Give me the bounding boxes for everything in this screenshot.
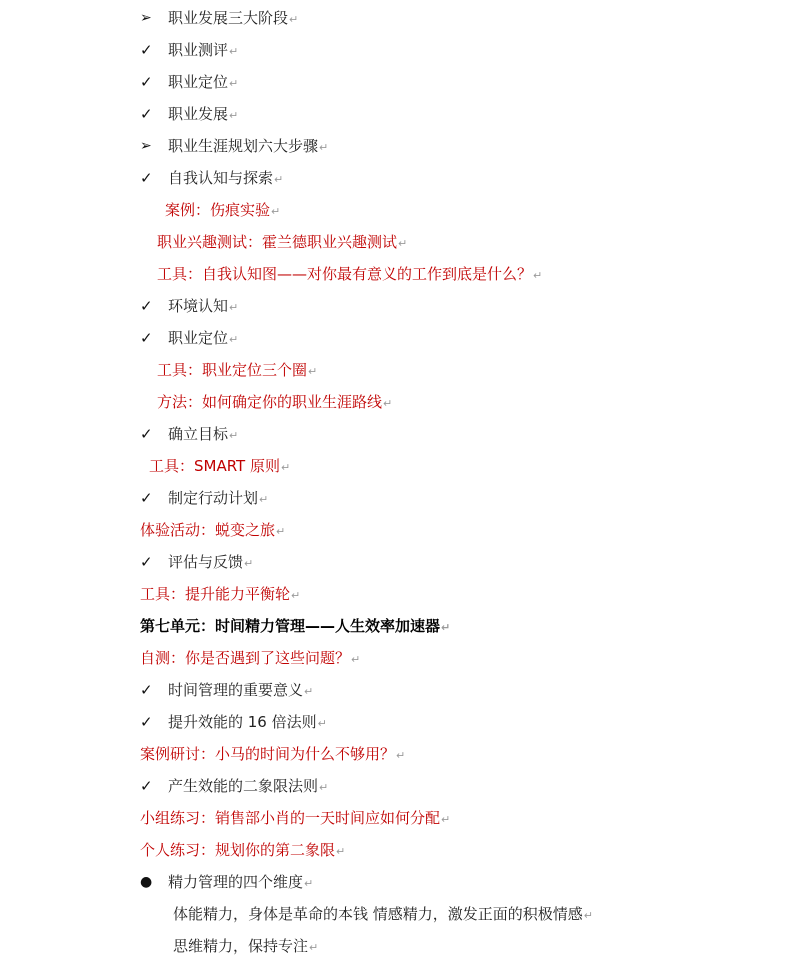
list-item-text [168, 674, 313, 708]
line-text: 评估与反馈 [168, 553, 244, 571]
paragraph-mark-icon: ↵ [271, 205, 281, 218]
list-item-text [168, 546, 253, 580]
highlight-text [140, 642, 360, 676]
paragraph-mark-icon: ↵ [319, 781, 329, 794]
paragraph-mark-icon: ↵ [336, 845, 346, 858]
document-line [0, 418, 785, 450]
section-heading [140, 610, 450, 644]
document-line [0, 130, 785, 162]
paragraph-mark-icon: ↵ [276, 525, 286, 538]
line-text: 制定行动计划 [168, 489, 259, 507]
list-item-text [168, 866, 313, 900]
checkmark-bullet-icon: ✓ [140, 41, 153, 59]
highlight-text [157, 386, 392, 420]
highlight-text [157, 226, 407, 260]
paragraph-mark-icon: ↵ [229, 109, 239, 122]
highlight-text [140, 514, 285, 548]
paragraph-mark-icon: ↵ [259, 493, 269, 506]
list-item-text [168, 98, 238, 132]
line-text: 体验活动：蜕变之旅 [140, 521, 276, 539]
paragraph-mark-icon: ↵ [533, 269, 543, 282]
paragraph-mark-icon: ↵ [229, 301, 239, 314]
line-text: 工具：自我认知图——对你最有意义的工作到底是什么？ [157, 265, 533, 283]
document-line [0, 98, 785, 130]
line-text: 职业发展 [168, 105, 229, 123]
paragraph-mark-icon: ↵ [304, 685, 314, 698]
list-item-text [173, 930, 318, 964]
line-text: 提升效能的 16 倍法则 [168, 713, 317, 731]
paragraph-mark-icon: ↵ [383, 397, 393, 410]
paragraph-mark-icon: ↵ [244, 557, 254, 570]
line-text: 工具：提升能力平衡轮 [140, 585, 291, 603]
checkmark-bullet-icon: ✓ [140, 489, 153, 507]
document-line [0, 162, 785, 194]
line-text: 体能精力，身体是革命的本钱 情感精力，激发正面的积极情感 [173, 905, 583, 923]
line-text: 确立目标 [168, 425, 229, 443]
line-text: 职业定位 [168, 73, 229, 91]
document-line [0, 514, 785, 546]
checkmark-bullet-icon: ✓ [140, 297, 153, 315]
list-item-text [168, 322, 238, 356]
line-text: 案例研讨：小马的时间为什么不够用？ [140, 745, 396, 763]
document-line [0, 802, 785, 834]
paragraph-mark-icon: ↵ [441, 621, 451, 634]
checkmark-bullet-icon: ✓ [140, 105, 153, 123]
dot-bullet-icon: ● [140, 874, 153, 890]
list-item-text [173, 898, 593, 932]
paragraph-mark-icon: ↵ [396, 749, 406, 762]
checkmark-bullet-icon: ✓ [140, 713, 153, 731]
line-text: 职业测评 [168, 41, 229, 59]
paragraph-mark-icon: ↵ [274, 173, 284, 186]
line-text: 产生效能的二象限法则 [168, 777, 319, 795]
paragraph-mark-icon: ↵ [229, 429, 239, 442]
document-line [0, 834, 785, 866]
paragraph-mark-icon: ↵ [309, 941, 319, 954]
list-item-text [168, 34, 238, 68]
paragraph-mark-icon: ↵ [583, 909, 593, 922]
arrow-bullet-icon: ➢ [140, 10, 152, 26]
line-text: 小组练习：销售部小肖的一天时间应如何分配 [140, 809, 441, 827]
document-line [0, 482, 785, 514]
document-line [0, 290, 785, 322]
document-line [0, 2, 785, 34]
highlight-text [140, 802, 450, 836]
line-text: 案例：伤痕实验 [165, 201, 271, 219]
checkmark-bullet-icon: ✓ [140, 169, 153, 187]
checkmark-bullet-icon: ✓ [140, 425, 153, 443]
document-line [0, 354, 785, 386]
line-text: 职业发展三大阶段 [168, 9, 289, 27]
highlight-text [140, 738, 405, 772]
document-line [0, 706, 785, 738]
line-text: 第七单元：时间精力管理——人生效率加速器 [140, 617, 441, 635]
list-item-text [168, 130, 328, 164]
paragraph-mark-icon: ↵ [289, 13, 299, 26]
highlight-text [165, 194, 280, 228]
paragraph-mark-icon: ↵ [398, 237, 408, 250]
line-text: 时间管理的重要意义 [168, 681, 304, 699]
line-text: 思维精力，保持专注 [173, 937, 309, 955]
paragraph-mark-icon: ↵ [351, 653, 361, 666]
checkmark-bullet-icon: ✓ [140, 553, 153, 571]
document-line [0, 546, 785, 578]
document-line [0, 34, 785, 66]
document-line [0, 930, 785, 962]
checkmark-bullet-icon: ✓ [140, 681, 153, 699]
paragraph-mark-icon: ↵ [304, 877, 314, 890]
line-text: 职业定位 [168, 329, 229, 347]
highlight-text [157, 258, 542, 292]
checkmark-bullet-icon: ✓ [140, 777, 153, 795]
list-item-text [168, 66, 238, 100]
list-item-text [168, 418, 238, 452]
line-text: 自测：你是否遇到了这些问题？ [140, 649, 351, 667]
document-line [0, 226, 785, 258]
list-item-text [168, 770, 328, 804]
document-line [0, 738, 785, 770]
list-item-text [168, 2, 298, 36]
document-line [0, 866, 785, 898]
paragraph-mark-icon: ↵ [229, 77, 239, 90]
highlight-text [140, 834, 345, 868]
line-text: 工具：SMART 原则 [149, 457, 280, 475]
paragraph-mark-icon: ↵ [319, 141, 329, 154]
line-text: 职业兴趣测试：霍兰德职业兴趣测试 [157, 233, 398, 251]
line-text: 工具：职业定位三个圈 [157, 361, 308, 379]
line-text: 职业生涯规划六大步骤 [168, 137, 319, 155]
paragraph-mark-icon: ↵ [291, 589, 301, 602]
checkmark-bullet-icon: ✓ [140, 73, 153, 91]
document-line [0, 674, 785, 706]
checkmark-bullet-icon: ✓ [140, 329, 153, 347]
paragraph-mark-icon: ↵ [308, 365, 318, 378]
highlight-text [149, 450, 290, 484]
paragraph-mark-icon: ↵ [317, 717, 327, 730]
list-item-text [168, 290, 238, 324]
list-item-text [168, 706, 327, 740]
line-text: 个人练习：规划你的第二象限 [140, 841, 336, 859]
document-line [0, 770, 785, 802]
document-line [0, 66, 785, 98]
document-line [0, 450, 785, 482]
paragraph-mark-icon: ↵ [441, 813, 451, 826]
line-text: 方法：如何确定你的职业生涯路线 [157, 393, 383, 411]
document-line [0, 322, 785, 354]
document-line [0, 386, 785, 418]
paragraph-mark-icon: ↵ [229, 45, 239, 58]
list-item-text [168, 482, 268, 516]
document-line [0, 642, 785, 674]
document-line [0, 578, 785, 610]
document-line [0, 610, 785, 642]
line-text: 精力管理的四个维度 [168, 873, 304, 891]
document-line [0, 898, 785, 930]
line-text: 环境认知 [168, 297, 229, 315]
paragraph-mark-icon: ↵ [229, 333, 239, 346]
highlight-text [157, 354, 317, 388]
highlight-text [140, 578, 300, 612]
line-text: 自我认知与探索 [168, 169, 274, 187]
paragraph-mark-icon: ↵ [281, 461, 291, 474]
arrow-bullet-icon: ➢ [140, 138, 152, 154]
document-line [0, 194, 785, 226]
list-item-text [168, 162, 283, 196]
document-line [0, 258, 785, 290]
